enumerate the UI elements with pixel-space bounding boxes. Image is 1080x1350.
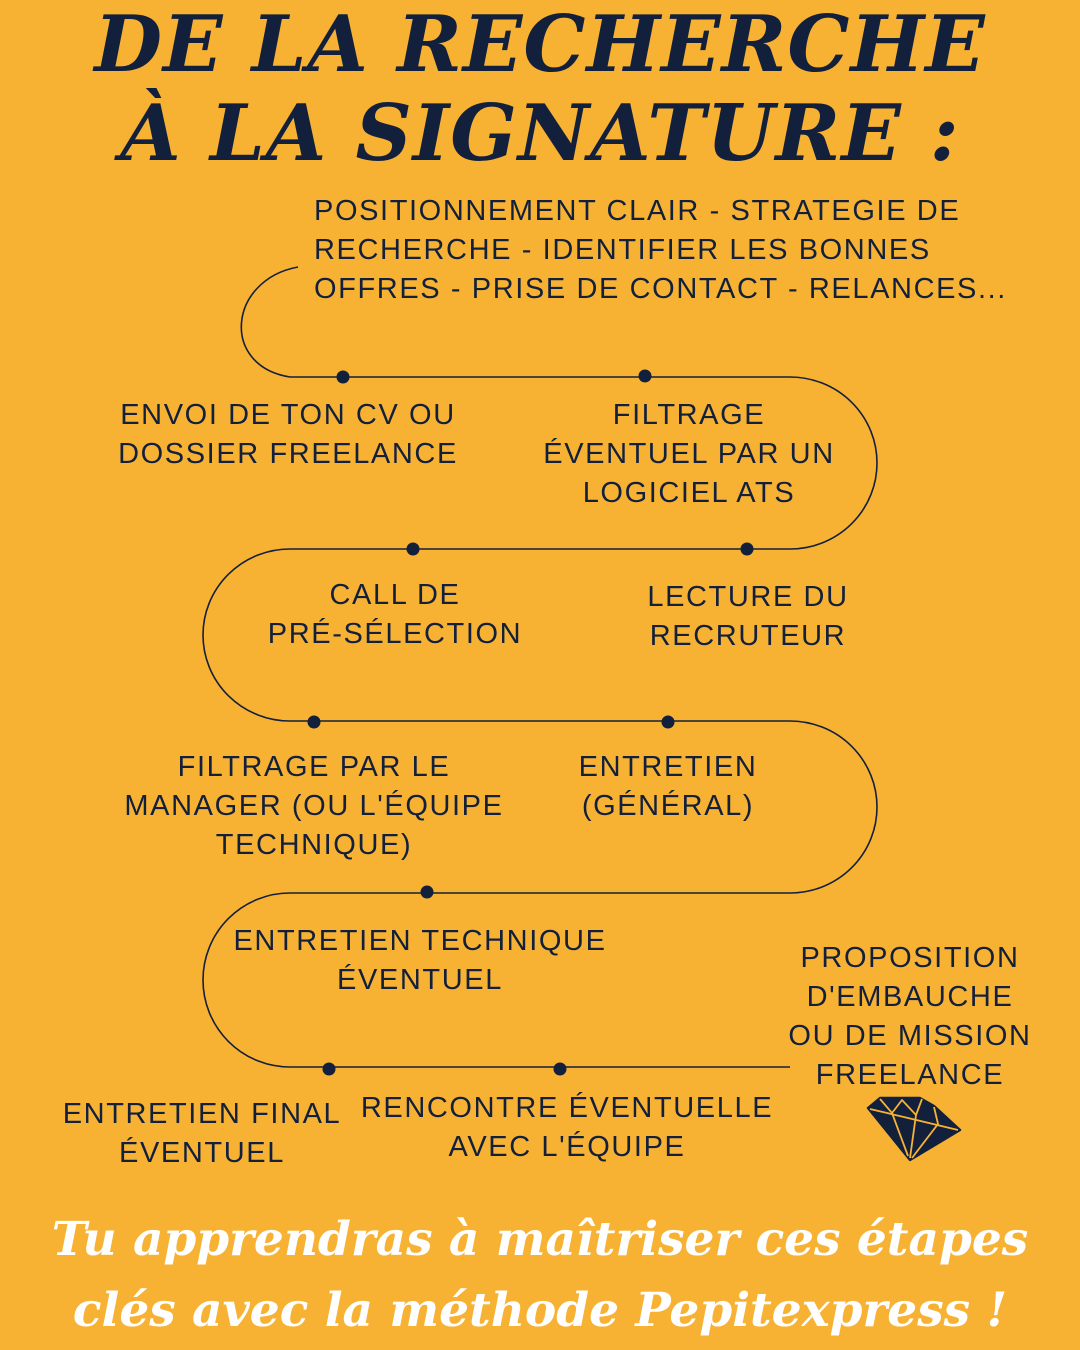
step-dot-rencontre-equipe (554, 1063, 567, 1076)
step-filtrage-ats: FILTRAGE ÉVENTUEL PAR UN LOGICIEL ATS (543, 399, 835, 509)
step-proposition: PROPOSITION D'EMBAUCHE OU DE MISSION FREELANCE (788, 942, 1032, 1091)
intro-text: POSITIONNEMENT CLAIR - STRATEGIE DE RECHERCHE - IDENTIFIER LES BONNES OFFRES - PRISE DE CONTACT - RELANCES... (314, 195, 1007, 305)
page-title-line-2: À LA SIGNATURE : (120, 88, 960, 179)
step-dot-call-preselection (407, 543, 420, 556)
step-dot-filtrage-ats (639, 370, 652, 383)
step-lecture-recruteur: LECTURE DU RECRUTEUR (647, 581, 849, 652)
step-dot-entretien-final (323, 1063, 336, 1076)
path-turn-right-2 (790, 721, 877, 893)
step-entretien-technique: ENTRETIEN TECHNIQUE ÉVENTUEL (233, 925, 607, 996)
diamond-icon (868, 1098, 960, 1160)
step-envoi-cv: ENVOI DE TON CV OU DOSSIER FREELANCE (118, 399, 458, 470)
footer-line-1: Tu apprendras à maîtriser ces étapes (51, 1212, 1029, 1267)
step-dot-envoi-cv (337, 371, 350, 384)
step-entretien-general: ENTRETIEN (GÉNÉRAL) (578, 751, 758, 822)
footer-line-2: clés avec la méthode Pepitexpress ! (72, 1283, 1008, 1338)
step-call-preselection: CALL DE PRÉ-SÉLECTION (267, 579, 523, 650)
step-entretien-final: ENTRETIEN FINAL ÉVENTUEL (62, 1098, 342, 1169)
step-dot-filtrage-manager (308, 716, 321, 729)
step-dot-entretien-technique (421, 886, 434, 899)
step-filtrage-manager: FILTRAGE PAR LE MANAGER (OU L'ÉQUIPE TECHNIQUE) (124, 751, 504, 861)
path-segment-start (241, 267, 298, 377)
step-dot-lecture-recruteur (741, 543, 754, 556)
step-dot-entretien-general (662, 716, 675, 729)
step-rencontre-equipe: RENCONTRE ÉVENTUELLE AVEC L'ÉQUIPE (360, 1092, 774, 1163)
page-title-line-1: DE LA RECHERCHE (94, 0, 986, 90)
